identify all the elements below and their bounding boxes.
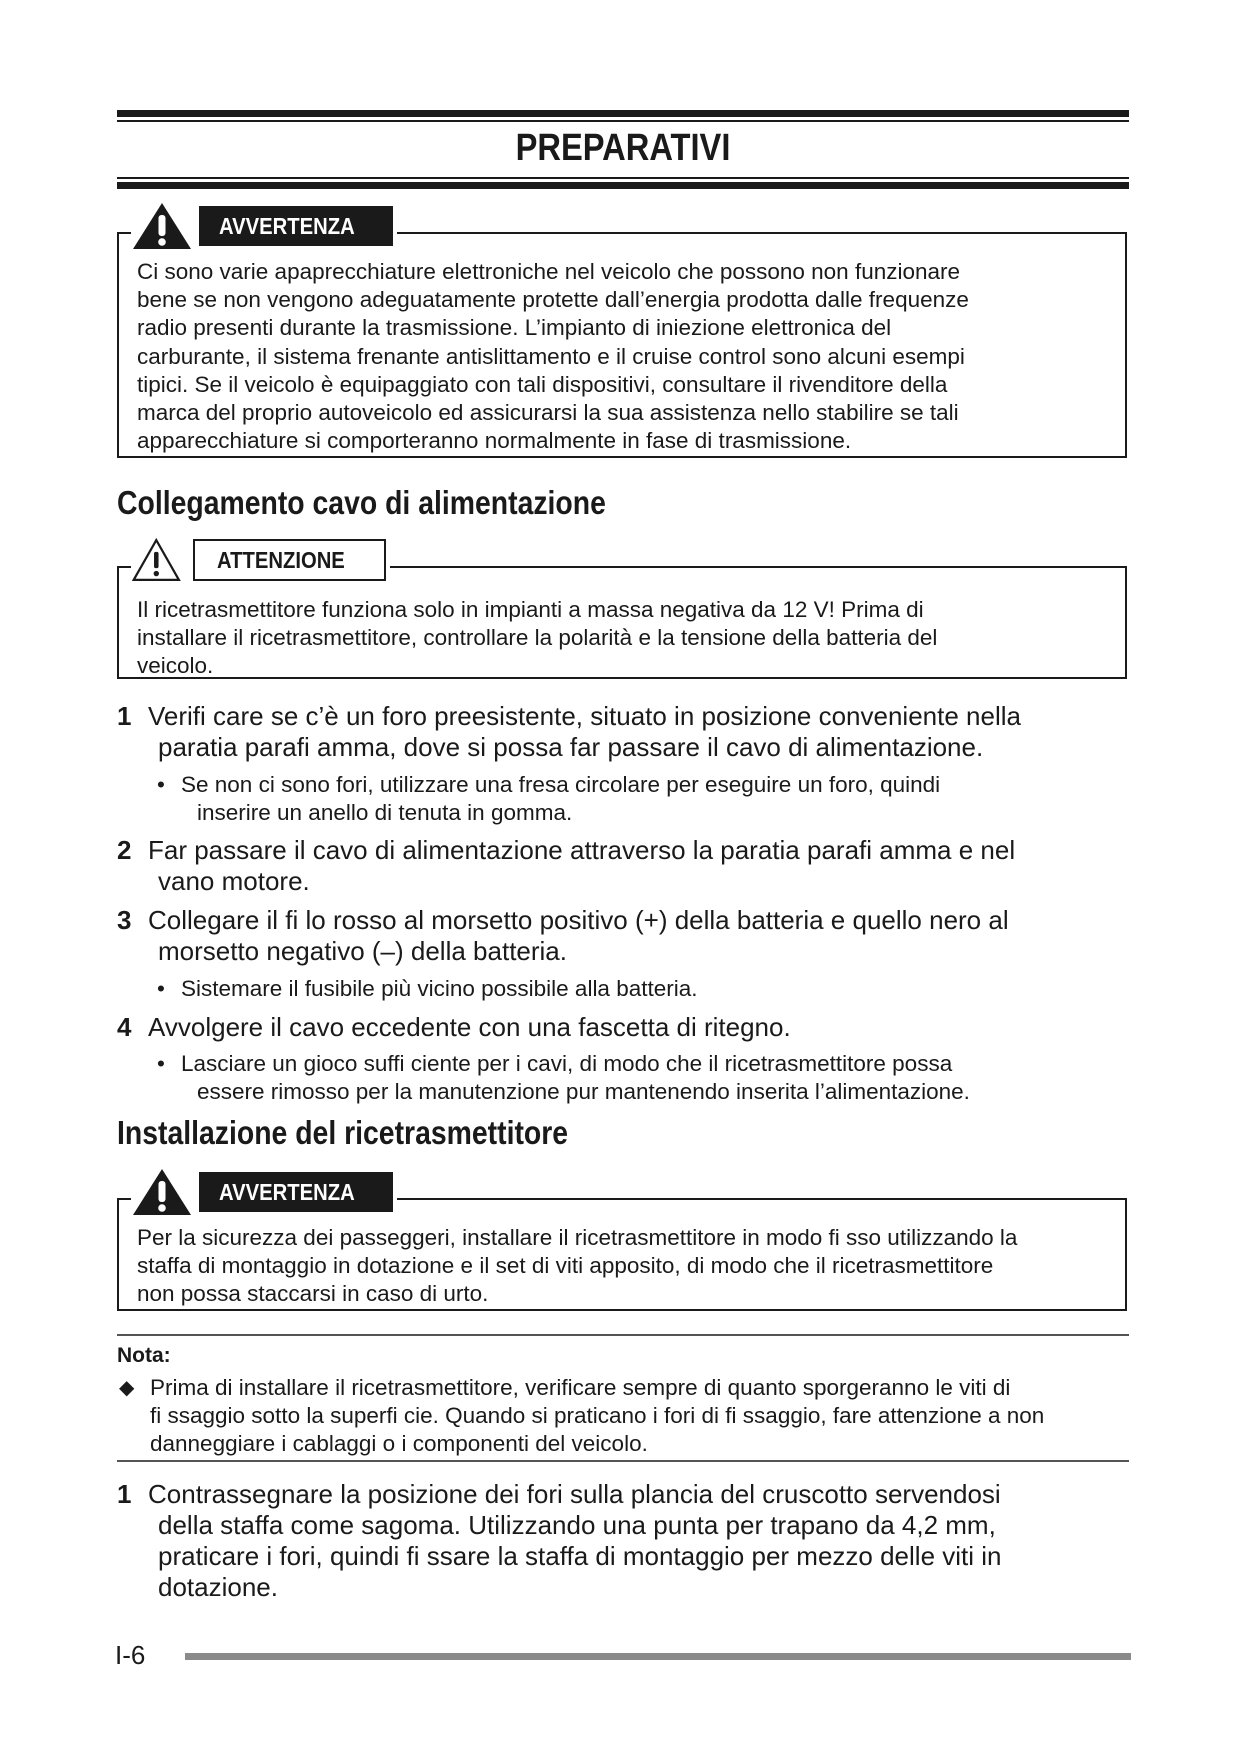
step-text: morsetto negativo (–) della batteria. [158,936,567,966]
warning-line: non possa staccarsi in caso di urto. [137,1281,489,1307]
note-line: fi ssaggio sotto la superfi cie. Quando si praticano i fori di fi ssaggio, fare attenzione a non [150,1403,1045,1428]
warning-box-2 [117,1179,1127,1311]
bullet-3 [157,1050,1117,1106]
warning-tag-1: AVVERTENZA [199,206,393,246]
warning-label-1 [131,204,397,248]
bullet-text: Se non ci sono fori, utilizzare una fresa circolare per eseguire un foro, quindi [181,772,941,797]
note-line: Prima di installare il ricetrasmettitore, verificare sempre di quanto sporgeranno le viti di [150,1375,1011,1400]
page-title: PREPARATIVI [515,127,731,169]
step-text: Contrassegnare la posizione dei fori sulla plancia del cruscotto servendosi [148,1479,1001,1509]
step-1 [117,701,1137,763]
bullet-dot: • [157,772,165,797]
caution-tag: ATTENZIONE [193,539,386,581]
step-number: 2 [117,835,132,865]
warning-line: Per la sicurezza dei passeggeri, installare il ricetrasmettitore in modo fi sso utilizzando la [137,1225,1018,1250]
note-text [117,1374,1129,1458]
bullet-2 [157,975,1117,1003]
warning-line: Ci sono varie apaprecchiature elettroniche nel veicolo che possono non funzionare [137,259,961,284]
bullet-dot: • [157,976,165,1001]
step-2 [117,835,1137,897]
page-number: I-6 [115,1640,146,1670]
bullet-text: Lasciare un gioco suffi ciente per i cavi, di modo che il ricetrasmettitore possa [181,1051,953,1076]
bullet-1 [157,771,1117,827]
warning-box-1 [117,213,1127,458]
warning-triangle-icon [131,1167,193,1217]
title-block [117,110,1129,189]
section-heading-install: Installazione del ricetrasmettitore [117,1114,569,1151]
warning-line: carburante, il sistema frenante antislittamento e il cruise control sono alcuni esempi [137,343,965,369]
warning-text-2 [119,1200,1125,1317]
step-text: vano motore. [158,866,310,896]
bullet-text: inserire un anello di tenuta in gomma. [197,800,573,825]
caution-line: installare il ricetrasmettitore, controllare la polarità e la tensione della batteria del [137,625,938,651]
title-rule-top [117,110,1129,117]
note-box [117,1334,1129,1462]
warning-triangle-icon [131,201,193,251]
warning-line: tipici. Se il veicolo è equipaggiato con tali dispositivi, consultare il rivenditore della [137,371,948,397]
title-rule-bottom [117,182,1129,189]
bullet-text: Sistemare il fusibile più vicino possibile alla batteria. [181,976,698,1001]
note-rule-bottom [117,1460,1129,1462]
step-text: paratia parafi amma, dove si possa far passare il cavo di alimentazione. [158,732,984,762]
step-number: 3 [117,905,132,935]
step-number: 1 [117,701,132,731]
title-rule-bottom-thin [117,177,1129,179]
warning-line: bene se non vengono adeguatamente protette dall’energia prodotta dalle frequenze [137,287,969,313]
footer-bar [185,1653,1131,1660]
step-text: della staffa come sagoma. Utilizzando una punta per trapano da 4,2 mm, [158,1510,996,1540]
note-label: Nota: [117,1344,171,1367]
step-4 [117,1012,1137,1043]
install-step-1 [117,1479,1137,1603]
warning-line: marca del proprio autoveicolo ed assicurarsi la sua assistenza nello stabilire se tali [137,400,959,426]
warning-label-2 [131,1170,397,1214]
warning-line: radio presenti durante la trasmissione. L’impianto di iniezione elettronica del [137,315,892,341]
diamond-bullet-icon: ◆ [119,1377,135,1399]
step-text: Verifi care se c’è un foro preesistente, situato in posizione conveniente nella [148,701,1021,731]
warning-line: staffa di montaggio in dotazione e il set di viti apposito, di modo che il ricetrasmettitore [137,1253,994,1279]
caution-line: Il ricetrasmettitore funziona solo in impianti a massa negativa da 12 V! Prima di [137,597,924,622]
step-number: 4 [117,1012,132,1042]
caution-label [131,538,390,582]
warning-line: apparecchiature si comporteranno normalmente in fase di trasmissione. [137,428,852,454]
caution-triangle-icon [131,535,187,585]
note-rule-top [117,1334,1129,1336]
step-3 [117,905,1137,967]
note-line: danneggiare i cablaggi o i componenti del veicolo. [150,1431,648,1456]
step-text: Avvolgere il cavo eccedente con una fascetta di ritegno. [148,1012,791,1042]
step-number: 1 [117,1479,132,1509]
bullet-dot: • [157,1051,165,1076]
caution-box [117,547,1127,679]
bullet-text: essere rimosso per la manutenzione pur mantenendo inserita l’alimentazione. [197,1079,970,1104]
step-text: Far passare il cavo di alimentazione attraverso la paratia parafi amma e nel [148,835,1016,865]
section-heading-power-cable: Collegamento cavo di alimentazione [117,484,606,521]
step-text: Collegare il fi lo rosso al morsetto positivo (+) della batteria e quello nero al [148,905,1009,935]
step-text: praticare i fori, quindi fi ssare la staffa di montaggio per mezzo delle viti in [158,1541,1002,1571]
caution-text [119,568,1125,689]
caution-line: veicolo. [137,653,214,679]
warning-tag-2: AVVERTENZA [199,1172,393,1212]
step-text: dotazione. [158,1572,278,1602]
warning-text-1 [119,234,1125,463]
